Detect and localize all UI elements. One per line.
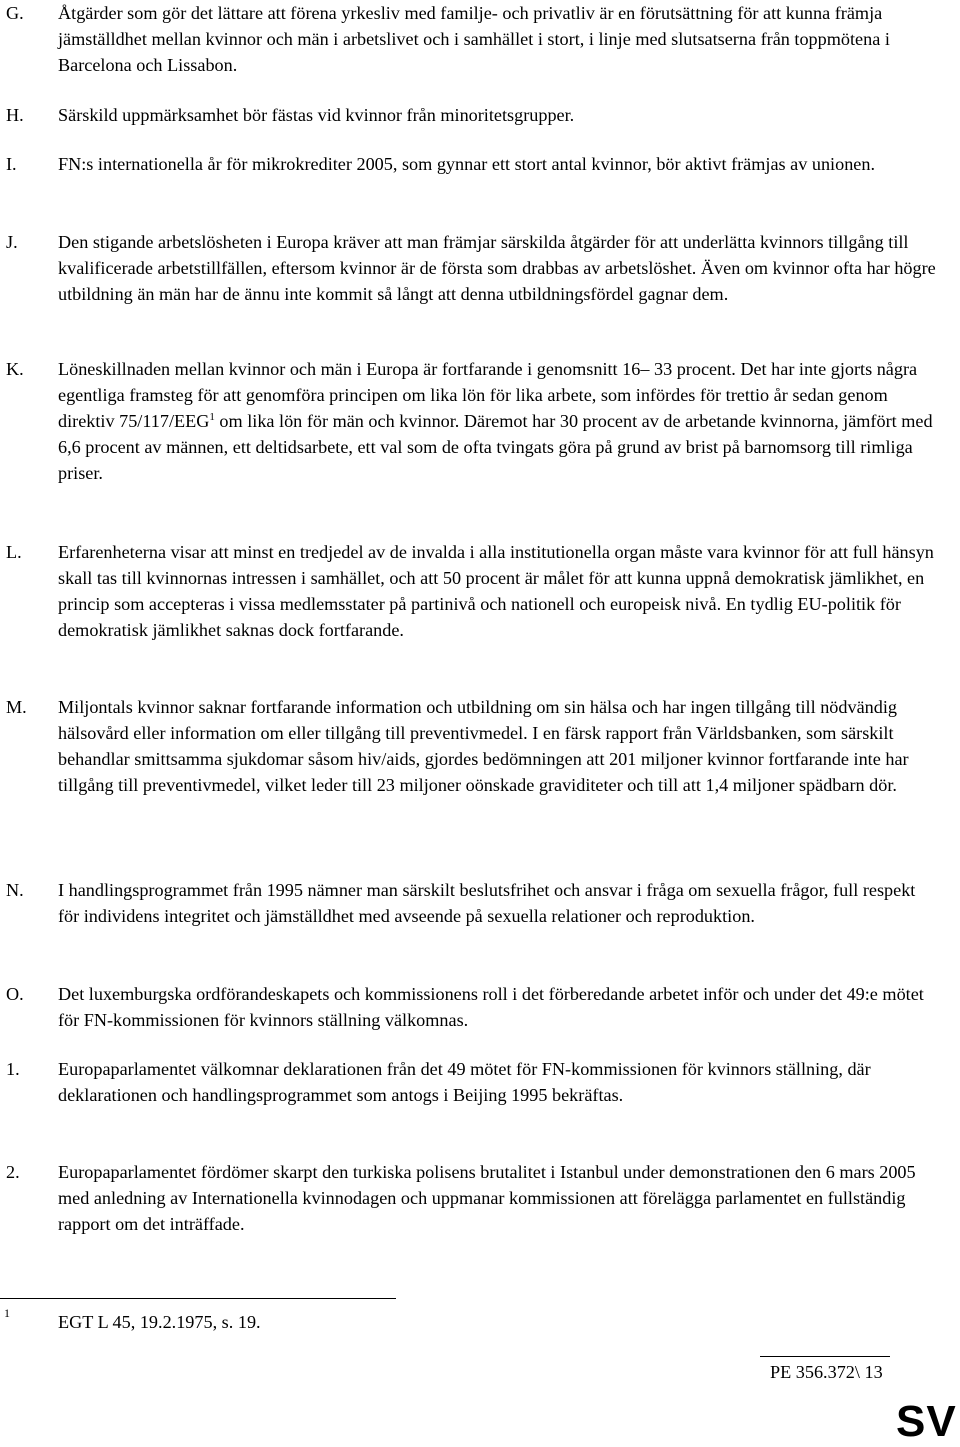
paragraph-l (0, 539, 960, 643)
paragraph-text: Den stigande arbetslösheten i Europa kräver att man främjar särskilda åtgärder för att underlätta kvinnors tillgång till kvalificerade arbetstillfällen, eftersom kvinnor är de första som drabbas av arbetslöshet. Även om kvinnor ofta har högre utbildning än män har de ännu inte kommit så långt att denna utbildningsfördel gagnar dem. (58, 232, 936, 304)
language-code: SV (896, 1397, 957, 1446)
paragraph-o (0, 981, 960, 1033)
paragraph-text: Åtgärder som gör det lättare att förena yrkesliv med familje- och privatliv är en förutsättning för att kunna främja jämställdhet mellan kvinnor och män i arbetslivet och i samhället i stort, i linje med slutsatserna från toppmötena i Barcelona och Lissabon. (58, 3, 890, 75)
paragraph-text: Erfarenheterna visar att minst en tredjedel av de invalda i alla institutionella organ måste vara kvinnor för att full hänsyn skall tas till kvinnornas intressen i samhället, och att 50 procent är målet för att kunna uppnå demokratisk jämlikhet, en princip som accepteras i vissa medlemsstater på partinivå och nationell och europeisk nivå. En tydlig EU-politik för demokratisk jämlikhet saknas dock fortfarande. (58, 542, 934, 640)
paragraph-text: Europaparlamentet fördömer skarpt den turkiska polisens brutalitet i Istanbul under demonstrationen den 6 mars 2005 med anledning av Internationella kvinnodagen och uppmanar kommissionen att förelägga parlamentet en fullständig rapport om det inträffade. (58, 1162, 916, 1234)
footnote-reference: 1 (209, 411, 215, 423)
paragraph-text-part: om lika lön för män och kvinnor. Däremot har 30 procent av de arbetande kvinnorna, jämfört med 6,6 procent av männen, ett deltidsarbete, ett val som de ofta tvingats göra på grund av brist på barnomsorg till rimliga priser. (58, 411, 933, 483)
footnote-separator (0, 1298, 396, 1299)
paragraph-text (58, 356, 938, 486)
paragraph-marker: 2. (6, 1162, 20, 1182)
footnote-number: 1 (4, 1306, 10, 1320)
paragraph-j (0, 229, 960, 307)
paragraph-text: Det luxemburgska ordförandeskapets och kommissionens roll i det förberedande arbetet inför och under det 49:e mötet för FN-kommissionen för kvinnors ställning välkomnas. (58, 984, 924, 1030)
paragraph-text: Särskild uppmärksamhet bör fästas vid kvinnor från minoritetsgrupper. (58, 105, 575, 125)
paragraph-1 (0, 1056, 960, 1108)
paragraph-text: I handlingsprogrammet från 1995 nämner man särskilt beslutsfrihet och ansvar i fråga om sexuella frågor, full respekt för individens integritet och jämställdhet med avseende på sexuella relationer och reproduktion. (58, 880, 916, 926)
paragraph-k (0, 356, 960, 486)
paragraph-marker: G. (6, 3, 24, 23)
paragraph-m (0, 694, 960, 798)
paragraph-marker: L. (6, 542, 22, 562)
page-ref-rule (760, 1356, 890, 1357)
paragraph-text-part: Löneskillnaden mellan kvinnor och män i Europa är fortfarande i genomsnitt 16– 33 procent. Det har inte gjorts några egentliga framsteg för att genomföra principen om lika lön för lika arbete, som infördes för trettio år sedan genom direktiv 75/117/EEG (58, 359, 918, 431)
footnote-text: EGT L 45, 19.2.1975, s. 19. (58, 1312, 261, 1332)
paragraph-text: Europaparlamentet välkomnar deklarationen från det 49 mötet för FN-kommissionen för kvinnors ställning, där deklarationen och handlingsprogrammet som antogs i Beijing 1995 bekräftas. (58, 1059, 871, 1105)
paragraph-marker: I. (6, 154, 17, 174)
paragraph-marker: N. (6, 880, 24, 900)
paragraph-marker: K. (6, 359, 24, 379)
paragraph-g (0, 0, 960, 78)
paragraph-marker: J. (6, 232, 18, 252)
paragraph-n (0, 877, 960, 929)
page-reference: PE 356.372\ 13 (770, 1362, 883, 1382)
paragraph-marker: M. (6, 697, 27, 717)
paragraph-marker: O. (6, 984, 24, 1004)
paragraph-i (0, 151, 960, 177)
paragraph-h (0, 102, 960, 128)
paragraph-marker: 1. (6, 1059, 20, 1079)
paragraph-text: FN:s internationella år för mikrokrediter 2005, som gynnar ett stort antal kvinnor, bör aktivt främjas av unionen. (58, 154, 876, 174)
paragraph-text: Miljontals kvinnor saknar fortfarande information och utbildning om sin hälsa och har ingen tillgång till nödvändig hälsovård eller information om eller tillgång till preventivmedel. I en färsk rapport från Världsbanken, som särskilt behandlar smittsamma sjukdomar såsom hiv/aids, gjordes bedömningen att 201 miljoner kvinnor fortfarande inte har tillgång till preventivmedel, vilket leder till 23 miljoner oönskade graviditeter och till att 1,4 miljoner spädbarn dör. (58, 697, 909, 795)
paragraph-2 (0, 1159, 960, 1237)
paragraph-marker: H. (6, 105, 24, 125)
